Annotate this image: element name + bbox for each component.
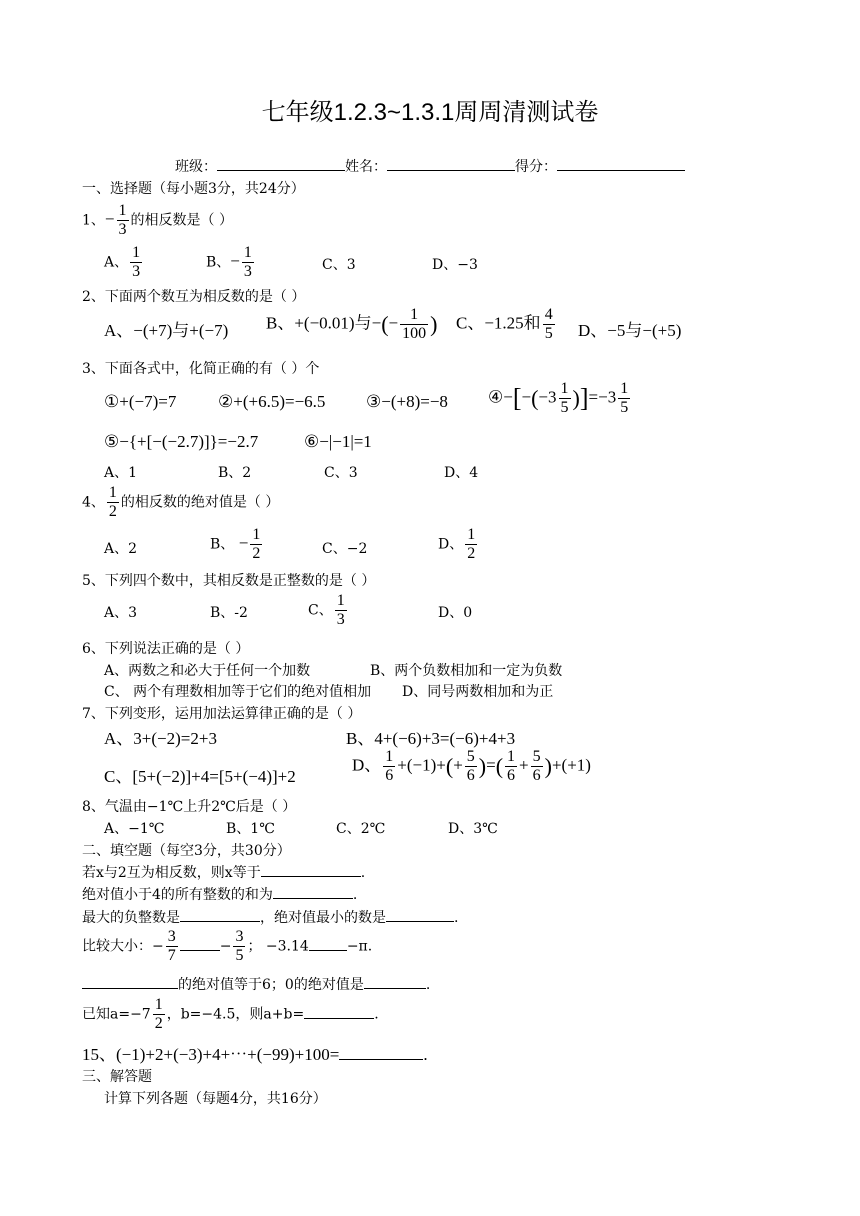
fill-1-blank[interactable] — [261, 875, 361, 877]
q1-option-d[interactable]: D、−3 — [432, 257, 478, 273]
section3-subheading: 计算下列各题（每题4分，共16分） — [104, 1091, 327, 1107]
q6-option-b[interactable]: B、两个负数相加和一定为负数 — [370, 663, 563, 679]
q7-option-b[interactable]: B、4+(−6)+3=(−6)+4+3 — [346, 729, 516, 748]
fill-7-blank[interactable] — [339, 1058, 423, 1060]
q3-expr-4: ④−[−(−3 $\frac{1}{5}$ )]=−3 $\frac{1}{5}$ — [488, 380, 629, 416]
q1-option-a[interactable]: A、 $\frac{1}{3}$ — [104, 244, 141, 280]
q1-option-c[interactable]: C、3 — [322, 257, 356, 273]
q3-expr-6: ⑥−|−1|=1 — [304, 432, 372, 451]
q5-option-b[interactable]: B、-2 — [210, 605, 248, 621]
fill-2: 绝对值小于4的所有整数的和为 . — [82, 887, 358, 903]
q8-option-c[interactable]: C、2℃ — [336, 821, 386, 837]
q3-option-c[interactable]: C、3 — [324, 465, 358, 481]
q3-option-a[interactable]: A、1 — [104, 465, 138, 481]
class-blank[interactable] — [217, 169, 345, 171]
q6-option-a[interactable]: A、两数之和必大于任何一个加数 — [104, 663, 311, 679]
score-label: 得分： — [515, 159, 557, 175]
q6-option-d[interactable]: D、同号两数相加和为正 — [402, 684, 554, 700]
fill-4-blank-b[interactable] — [309, 949, 347, 951]
score-blank[interactable] — [557, 169, 685, 171]
fill-6-blank[interactable] — [304, 1017, 374, 1019]
q4-option-b[interactable]: B、 − $\frac{1}{2}$ — [210, 526, 261, 562]
header-fields — [175, 156, 685, 176]
question-8: 8、气温由−1℃上升2℃后是（ ） — [82, 799, 297, 815]
fill-1: 若x与2互为相反数，则x等于 . — [82, 865, 366, 881]
name-blank[interactable] — [387, 169, 515, 171]
question-4: 4、 $\frac{1}{2}$ 的相反数的绝对值是（ ） — [82, 484, 280, 520]
q8-option-b[interactable]: B、1℃ — [226, 821, 275, 837]
page-title: 七年级1.2.3~1.3.1周周清测试卷 — [261, 99, 599, 126]
q7-option-d[interactable]: D、 $\frac{1}{6}$ +(−1)+(+ $\frac{5}{6}$ )=( $\frac{1}{6}$ + $\frac{5}{6}$ )+(+1) — [352, 748, 591, 784]
class-label: 班级： — [175, 159, 217, 175]
question-2: 2、下面两个数互为相反数的是（ ） — [82, 289, 306, 305]
section1-heading: 一、选择题（每小题3分，共24分） — [82, 181, 305, 197]
q3-expr-2: ②+(+6.5)=−6.5 — [218, 392, 326, 411]
fill-4: 比较大小：− $\frac{3}{7}$ − $\frac{3}{5}$ ； −3.14 −π. — [82, 928, 373, 964]
question-6: 6、下列说法正确的是（ ） — [82, 641, 250, 657]
q4-option-c[interactable]: C、−2 — [322, 541, 368, 557]
q3-expr-3: ③−(+8)=−8 — [366, 392, 448, 411]
fill-3: 最大的负整数是 ，绝对值最小的数是 . — [82, 910, 459, 926]
fill-6: 已知a=−7 $\frac{1}{2}$ ，b=−4.5，则a+b= . — [82, 996, 379, 1032]
q7-option-c[interactable]: C、[5+(−2)]+4=[5+(−4)]+2 — [104, 767, 296, 786]
q1-stem: 的相反数是（ ） — [130, 212, 233, 229]
q3-expr-1: ①+(−7)=7 — [104, 392, 177, 411]
q3-option-d[interactable]: D、4 — [444, 465, 479, 481]
q8-option-a[interactable]: A、−1℃ — [104, 821, 165, 837]
q8-option-d[interactable]: D、3℃ — [448, 821, 498, 837]
q5-option-c[interactable]: C、 $\frac{1}{3}$ — [308, 592, 345, 628]
question-7: 7、下列变形，运用加法运算律正确的是（ ） — [82, 706, 362, 722]
q7-option-a[interactable]: A、3+(−2)=2+3 — [104, 729, 217, 748]
q4-option-d[interactable]: D、 $\frac{1}{2}$ — [438, 526, 476, 562]
section2-heading: 二、填空题（每空3分，共30分） — [82, 843, 291, 859]
q1-fraction: $\frac{1}{3}$ — [118, 202, 127, 238]
q1-number: 1、 — [82, 212, 105, 229]
q2-option-a[interactable]: A、−(+7)与+(−7) — [104, 321, 229, 340]
q2-option-b[interactable]: B、+(−0.01)与−(− $\frac{1}{100}$ ) — [266, 306, 438, 342]
q3-option-b[interactable]: B、2 — [218, 465, 252, 481]
q5-option-a[interactable]: A、3 — [104, 605, 138, 621]
fill-3-blank-b[interactable] — [386, 920, 454, 922]
name-label: 姓名： — [345, 159, 387, 175]
fill-4-blank-a[interactable] — [180, 949, 220, 951]
q3-expr-5: ⑤−{+[−(−2.7)]}=−2.7 — [104, 432, 259, 451]
question-3: 3、下面各式中，化简正确的有（ ）个 — [82, 361, 320, 377]
fill-5-blank-a[interactable] — [82, 987, 178, 989]
q1-option-b[interactable]: B、− $\frac{1}{3}$ — [206, 244, 252, 280]
section3-heading: 三、解答题 — [82, 1069, 152, 1085]
question-5: 5、下列四个数中，其相反数是正整数的是（ ） — [82, 573, 376, 589]
fill-3-blank-a[interactable] — [180, 920, 260, 922]
q6-option-c[interactable]: C、 两个有理数相加等于它们的绝对值相加 — [104, 684, 372, 700]
fill-7: 15、(−1)+2+(−3)+4+⋯+(−99)+100= . — [82, 1045, 428, 1064]
fill-5: 的绝对值等于6；0的绝对值是 . — [82, 974, 430, 994]
q5-option-d[interactable]: D、0 — [438, 605, 473, 621]
question-1: 1、− $\frac{1}{3}$ 的相反数是（ ） — [82, 202, 233, 238]
q2-option-c[interactable]: C、−1.25和 $\frac{4}{5}$ — [456, 306, 553, 342]
q2-option-d[interactable]: D、−5与−(+5) — [578, 321, 682, 340]
fill-5-blank-b[interactable] — [364, 987, 426, 989]
q4-option-a[interactable]: A、2 — [104, 541, 138, 557]
fill-2-blank[interactable] — [273, 897, 353, 899]
